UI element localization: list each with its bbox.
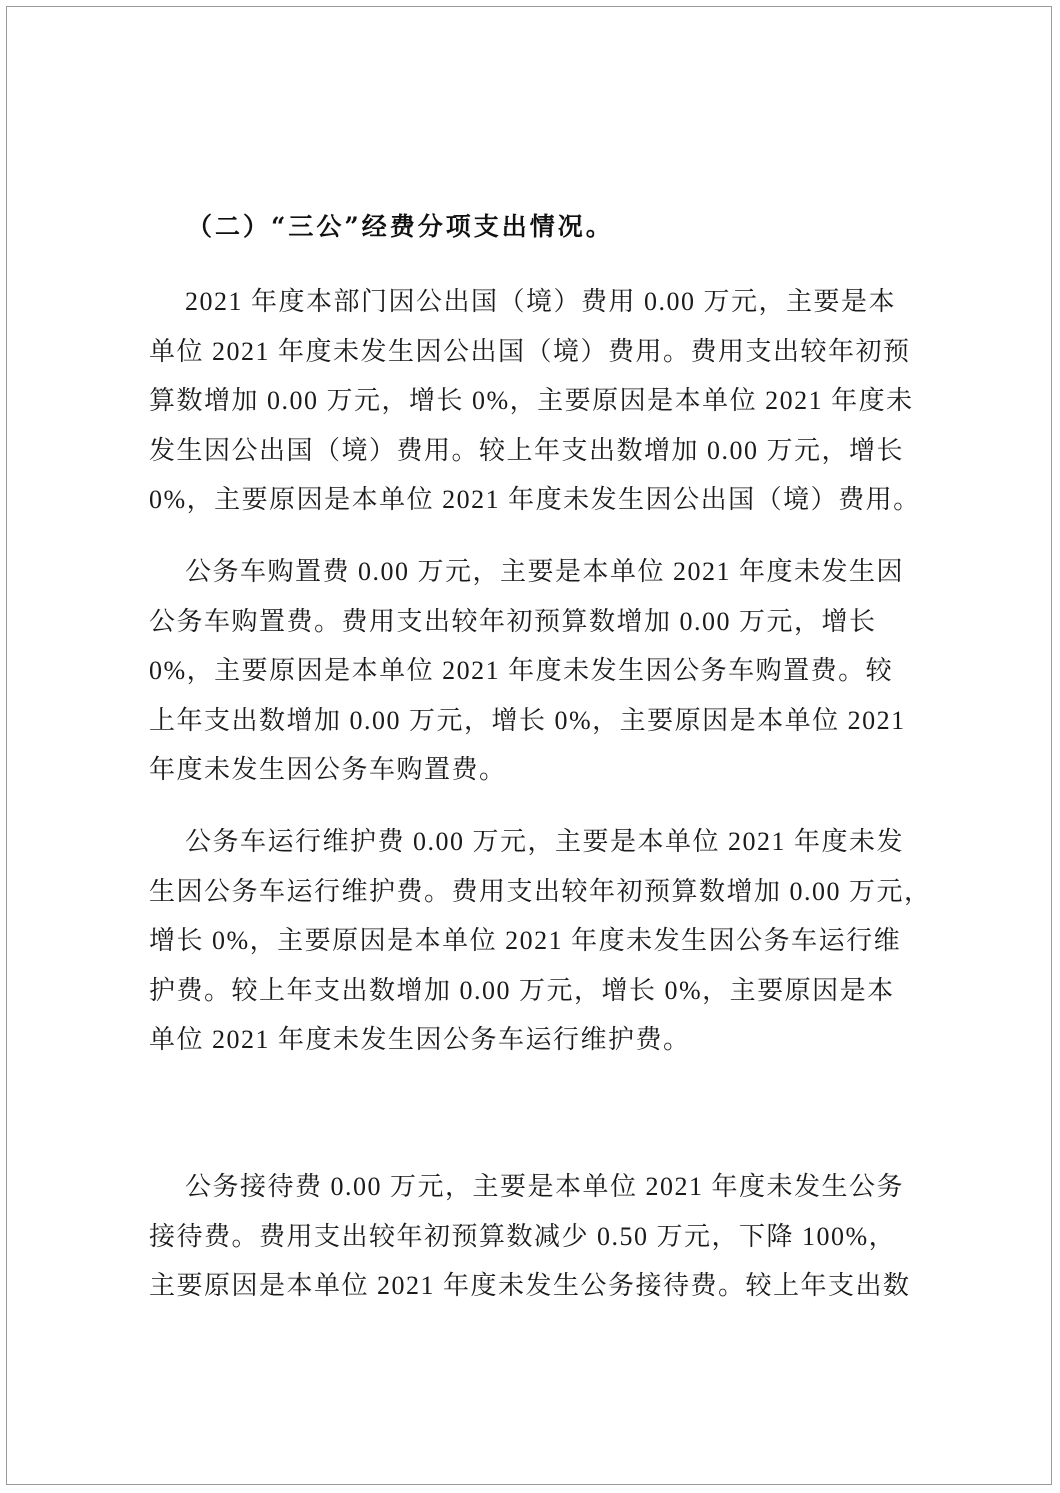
- paragraph-line: 公务车购置费。费用支出较年初预算数增加 0.00 万元，增长: [149, 606, 877, 636]
- paragraph-overseas-travel: [149, 277, 949, 525]
- section-heading: （二）“三公”经费分项支出情况。: [187, 212, 614, 241]
- paragraph-line: 0%，主要原因是本单位 2021 年度未发生因公出国（境）费用。: [149, 485, 921, 514]
- paragraph-line: 2021 年度本部门因公出国（境）费用 0.00 万元，主要是本: [185, 287, 897, 316]
- paragraph-reception: [149, 1162, 949, 1311]
- paragraph-line: 算数增加 0.00 万元，增长 0%，主要原因是本单位 2021 年度未: [149, 386, 914, 415]
- paragraph-line: 生因公务车运行维护费。费用支出较年初预算数增加 0.00 万元，: [149, 876, 932, 906]
- paragraph-line: 年度未发生因公务车购置费。: [149, 755, 507, 784]
- paragraph-line: 单位 2021 年度未发生因公出国（境）费用。费用支出较年初预: [149, 336, 911, 366]
- paragraph-line: 单位 2021 年度未发生因公务车运行维护费。: [149, 1025, 691, 1054]
- paragraph-vehicle-maintenance: [149, 817, 949, 1065]
- paragraph-line: 公务车购置费 0.00 万元，主要是本单位 2021 年度未发生因: [185, 557, 905, 586]
- paragraph-line: 护费。较上年支出数增加 0.00 万元，增长 0%，主要原因是本: [149, 975, 895, 1005]
- paragraph-line: 公务车运行维护费 0.00 万元，主要是本单位 2021 年度未发: [185, 827, 905, 856]
- paragraph-line: 接待费。费用支出较年初预算数减少 0.50 万元，下降 100%，: [149, 1221, 897, 1251]
- paragraph-line: 增长 0%，主要原因是本单位 2021 年度未发生因公务车运行维: [149, 926, 902, 955]
- document-page: [6, 6, 1052, 1485]
- paragraph-line: 发生因公出国（境）费用。较上年支出数增加 0.00 万元，增长: [149, 435, 905, 465]
- paragraph-line: 0%，主要原因是本单位 2021 年度未发生因公务车购置费。较: [149, 656, 894, 685]
- paragraph-line: 公务接待费 0.00 万元，主要是本单位 2021 年度未发生公务: [185, 1172, 905, 1201]
- paragraph-line: 主要原因是本单位 2021 年度未发生公务接待费。较上年支出数: [149, 1271, 911, 1300]
- paragraph-line: 上年支出数增加 0.00 万元，增长 0%，主要原因是本单位 2021: [149, 705, 906, 735]
- paragraph-vehicle-purchase: [149, 547, 949, 795]
